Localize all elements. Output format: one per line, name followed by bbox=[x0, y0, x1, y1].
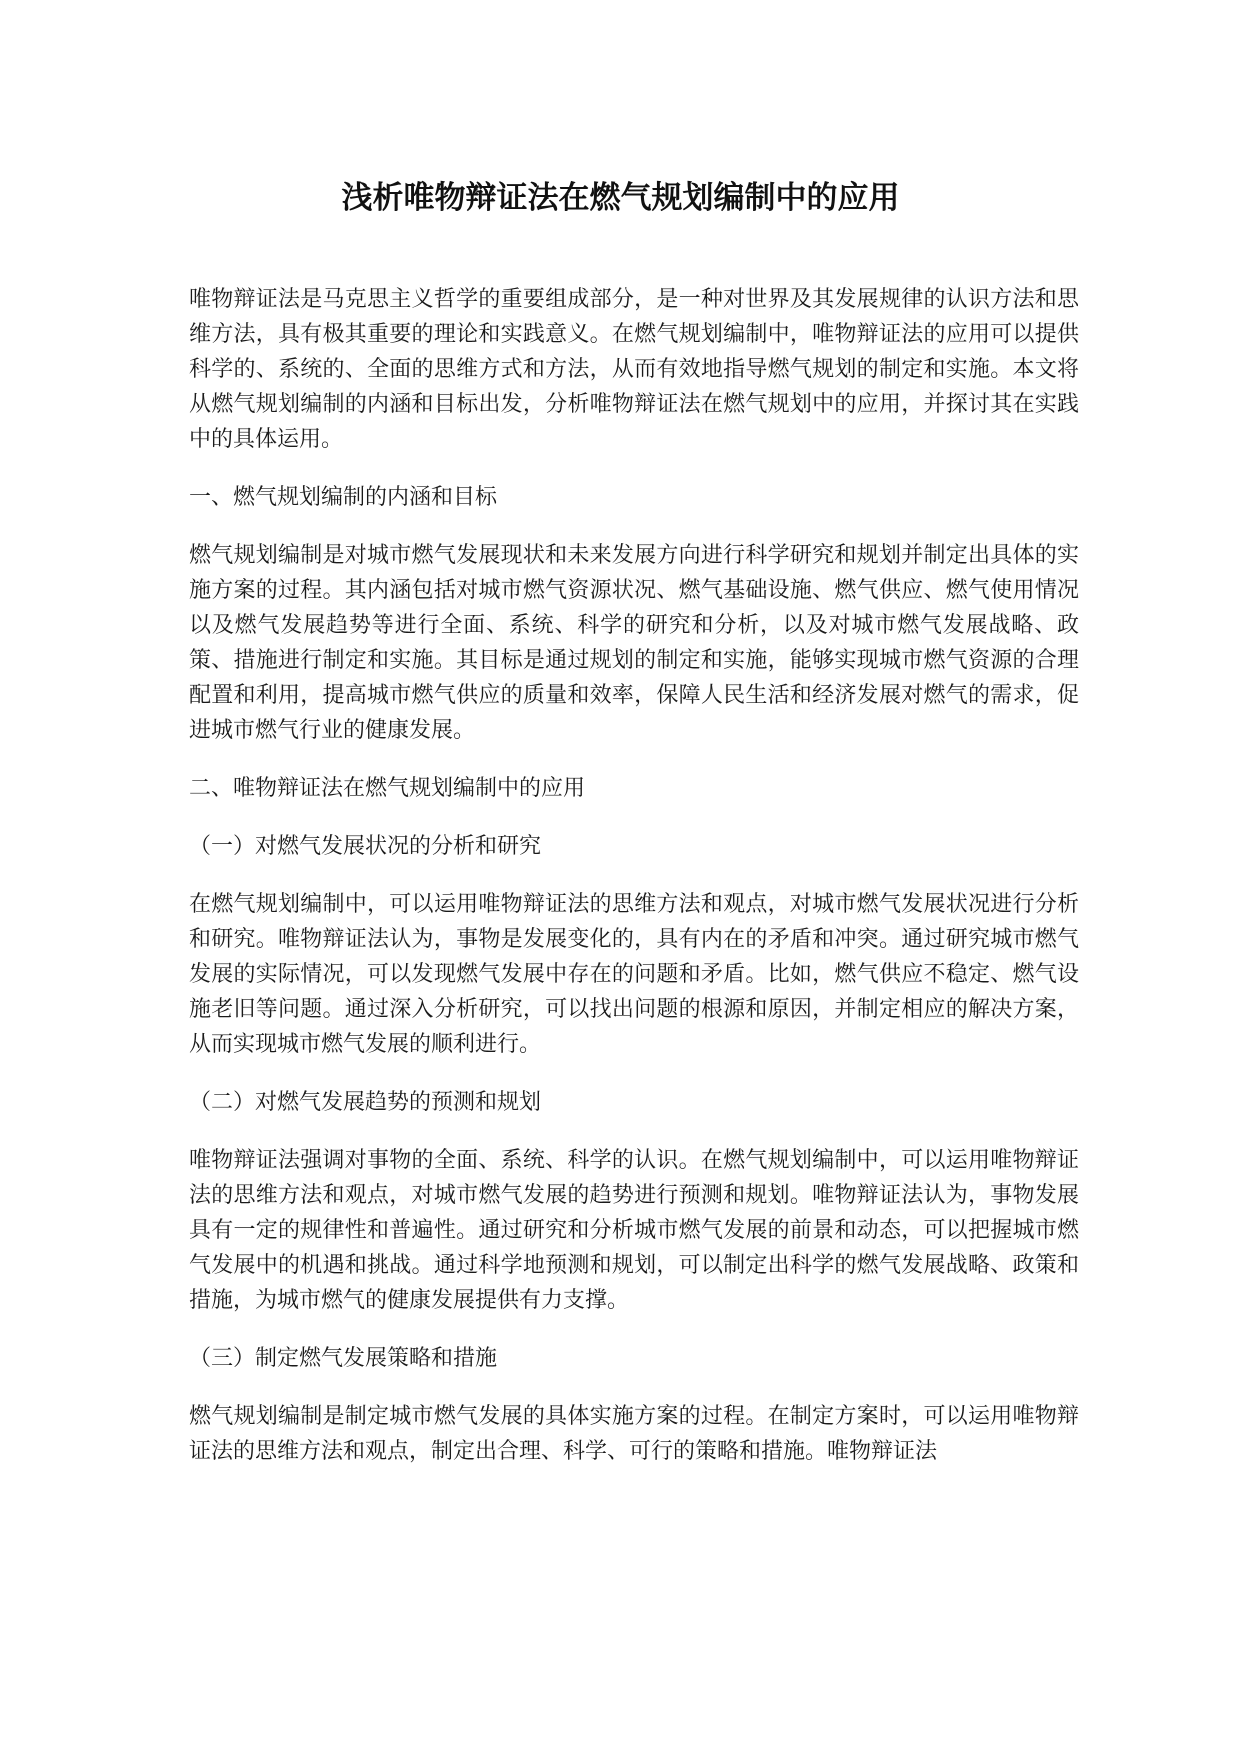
section-1-paragraph: 燃气规划编制是对城市燃气发展现状和未来发展方向进行科学研究和规划并制定出具体的实施方案的过程。其内涵包括对城市燃气资源状况、燃气基础设施、燃气供应、燃气使用情况以及燃气发展趋势等进行全面、系统、科学的研究和分析，以及对城市燃气发展战略、政策、措施进行制定和实施。其目标是通过规划的制定和实施，能够实现城市燃气资源的合理配置和利用，提高城市燃气供应的质量和效率，保障人民生活和经济发展对燃气的需求，促进城市燃气行业的健康发展。 bbox=[189, 543, 1079, 743]
subsection-heading-2: （二）对燃气发展趋势的预测和规划 bbox=[189, 1090, 542, 1115]
subsection-1-paragraph: 在燃气规划编制中，可以运用唯物辩证法的思维方法和观点，对城市燃气发展状况进行分析和研究。唯物辩证法认为，事物是发展变化的，具有内在的矛盾和冲突。通过研究城市燃气发展的实际情况，可以发现燃气发展中存在的问题和矛盾。比如，燃气供应不稳定、燃气设施老旧等问题。通过深入分析研究，可以找出问题的根源和原因，并制定相应的解决方案，从而实现城市燃气发展的顺利进行。 bbox=[189, 892, 1079, 1057]
subsection-heading-3: （三）制定燃气发展策略和措施 bbox=[189, 1346, 498, 1371]
section-heading-2: 二、唯物辩证法在燃气规划编制中的应用 bbox=[189, 776, 586, 801]
section-heading-1: 一、燃气规划编制的内涵和目标 bbox=[189, 485, 498, 510]
intro-paragraph: 唯物辩证法是马克思主义哲学的重要组成部分，是一种对世界及其发展规律的认识方法和思维方法，具有极其重要的理论和实践意义。在燃气规划编制中，唯物辩证法的应用可以提供科学的、系统的、全面的思维方式和方法，从而有效地指导燃气规划的制定和实施。本文将从燃气规划编制的内涵和目标出发，分析唯物辩证法在燃气规划中的应用，并探讨其在实践中的具体运用。 bbox=[189, 287, 1079, 452]
subsection-3-paragraph: 燃气规划编制是制定城市燃气发展的具体实施方案的过程。在制定方案时，可以运用唯物辩证法的思维方法和观点，制定出合理、科学、可行的策略和措施。唯物辩证法 bbox=[189, 1404, 1079, 1464]
subsection-2-paragraph: 唯物辩证法强调对事物的全面、系统、科学的认识。在燃气规划编制中，可以运用唯物辩证法的思维方法和观点，对城市燃气发展的趋势进行预测和规划。唯物辩证法认为，事物发展具有一定的规律性和普遍性。通过研究和分析城市燃气发展的前景和动态，可以把握城市燃气发展中的机遇和挑战。通过科学地预测和规划，可以制定出科学的燃气发展战略、政策和措施，为城市燃气的健康发展提供有力支撑。 bbox=[189, 1148, 1079, 1313]
document-title: 浅析唯物辩证法在燃气规划编制中的应用 bbox=[341, 180, 900, 216]
document-body bbox=[189, 282, 1079, 1492]
subsection-heading-1: （一）对燃气发展状况的分析和研究 bbox=[189, 834, 542, 859]
